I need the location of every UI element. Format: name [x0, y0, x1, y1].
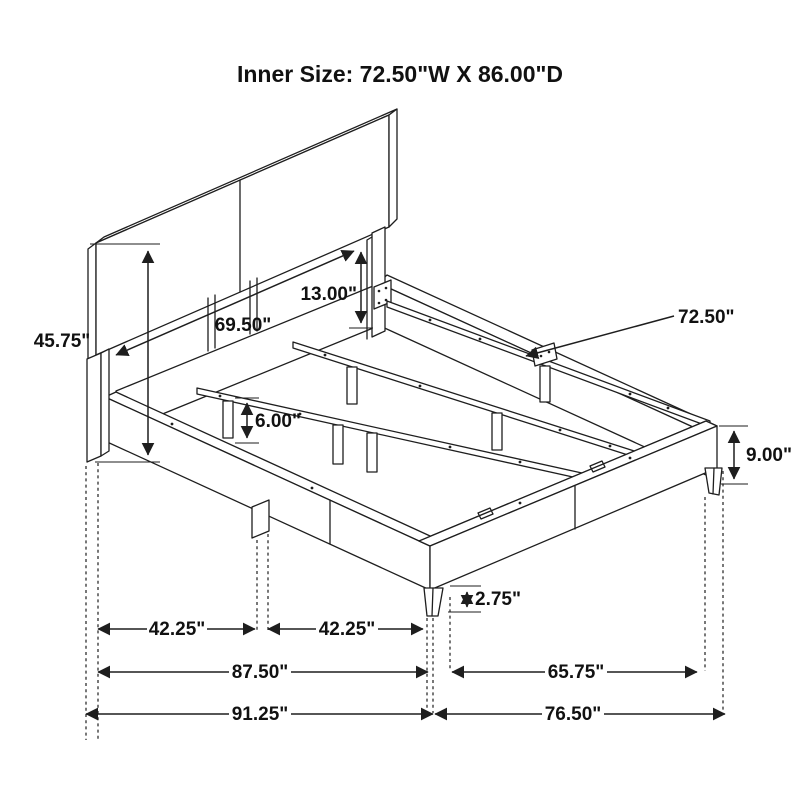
bracket-hole: [378, 302, 381, 305]
dim-rail-height: [719, 426, 792, 484]
dim-inner-width: [526, 307, 735, 356]
dim-label-inner-width: 72.50": [678, 307, 735, 328]
post-front-face: [372, 227, 385, 337]
screw-hole: [519, 502, 522, 505]
screw-hole: [419, 385, 422, 388]
support-leg: [347, 367, 357, 404]
screw-hole: [479, 338, 482, 341]
screw-hole: [219, 395, 222, 398]
support-leg: [540, 366, 550, 402]
dim-label-headboard-height: 45.75": [33, 331, 91, 352]
dim-label-rail-height: 9.00": [746, 445, 792, 466]
near-center-leg: [252, 500, 269, 538]
leader-line: [526, 316, 674, 356]
screw-hole: [629, 393, 632, 396]
diagram-title: Inner Size: 72.50"W X 86.00"D: [236, 61, 564, 87]
screw-hole: [609, 445, 612, 448]
bracket-hole: [540, 355, 543, 358]
bracket-hole: [548, 351, 551, 354]
screw-hole: [449, 446, 452, 449]
dim-label-span-overall-right: 76.50": [544, 704, 602, 725]
screw-hole: [324, 354, 327, 357]
screw-hole: [311, 487, 314, 490]
dim-foot-leg-height: [448, 586, 521, 612]
dim-label-span-head-to-foot: 87.50": [231, 662, 289, 683]
headboard-left-leg-side: [101, 349, 109, 456]
dim-label-headboard-width: 69.50": [214, 315, 272, 336]
dim-span-foot-to-end: [452, 659, 697, 683]
screw-hole: [519, 461, 522, 464]
screw-hole: [429, 319, 432, 322]
screw-hole: [171, 423, 174, 426]
screw-hole: [559, 429, 562, 432]
dim-label-center-leg-height: 6.00": [255, 411, 301, 432]
bracket-hole: [385, 287, 388, 290]
support-leg: [333, 425, 343, 464]
dim-span-overall-right: [435, 701, 725, 725]
dim-label-panel-to-rail: 13.00": [300, 284, 357, 305]
headboard-right-edge: [389, 109, 397, 227]
support-leg: [367, 433, 377, 472]
dim-span-head-to-foot: [98, 659, 428, 683]
dim-label-span-foot-to-end: 65.75": [547, 662, 605, 683]
dim-label-span-head-to-center: 42.25": [148, 619, 206, 640]
screw-hole: [667, 407, 670, 410]
dim-label-foot-leg-height: 2.75": [475, 589, 521, 610]
dim-span-head-to-center: [98, 616, 255, 640]
headboard-left-leg: [87, 353, 101, 462]
dim-span-overall-left: [86, 701, 433, 725]
bracket-hole: [378, 290, 381, 293]
dim-label-span-center-to-foot: 42.25": [318, 619, 376, 640]
dim-label-span-overall-left: 91.25": [231, 704, 289, 725]
dim-span-center-to-foot: [268, 616, 423, 640]
screw-hole: [629, 457, 632, 460]
support-leg: [492, 413, 502, 450]
support-leg: [223, 401, 233, 438]
